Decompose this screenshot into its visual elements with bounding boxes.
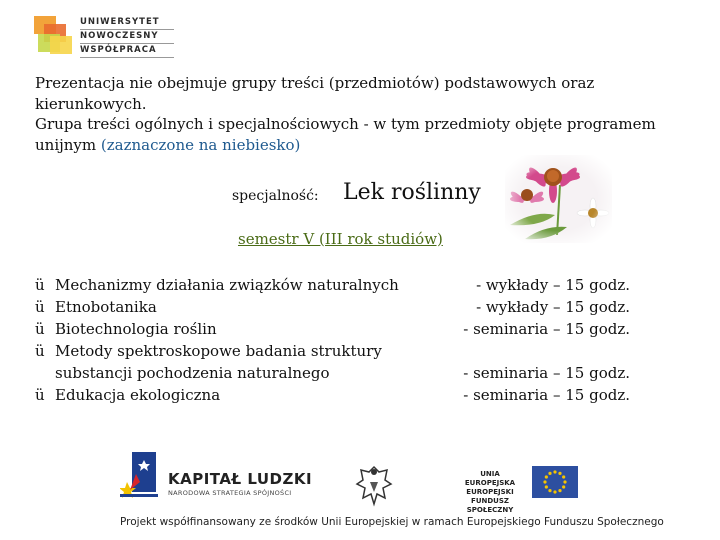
intro-highlight: (zaznaczone na niebiesko) <box>100 135 301 154</box>
echinacea-flower-image <box>505 155 612 243</box>
funding-footer-text: Projekt współfinansowany ze środków Unii Europejskiej w ramach Europejskiego Funduszu Społecznego <box>120 516 664 528</box>
logo-squares-icon <box>32 16 76 56</box>
course-name-continuation: substancji pochodzenia naturalnego <box>55 364 330 382</box>
kapital-ludzki-title: KAPITAŁ LUDZKI <box>168 470 313 488</box>
course-hours-item: - seminaria – 15 godz. <box>463 320 630 338</box>
eu-star-icon <box>543 480 546 483</box>
eu-star-icon <box>562 485 565 488</box>
ue-line-2: EUROPEJSKI <box>466 488 514 496</box>
intro-line-1: Prezentacja nie obejmuje grupy treści (przedmiotów) podstawowych oraz kierunkowych. <box>35 74 595 113</box>
semester-heading: semestr V (III rok studiów) <box>238 230 443 248</box>
eu-star-icon <box>548 489 551 492</box>
check-icon: ü <box>35 320 45 338</box>
check-icon: ü <box>35 276 45 294</box>
logo-line-2: NOWOCZESNY <box>80 30 174 44</box>
university-logo <box>28 14 174 58</box>
eu-star-icon <box>562 475 565 478</box>
logo-line-3: WSPÓŁPRACA <box>80 44 174 58</box>
eu-star-icon <box>545 485 548 488</box>
eu-star-icon <box>563 480 566 483</box>
list-item <box>35 340 435 362</box>
european-funds-logo-icon <box>120 452 160 510</box>
eu-flag-icon <box>532 466 578 506</box>
ue-line-3: FUNDUSZ SPOŁECZNY <box>466 497 514 514</box>
eu-star-icon <box>548 472 551 475</box>
course-hours-item: - seminaria – 15 godz. <box>463 364 630 382</box>
eu-star-icon <box>558 489 561 492</box>
eu-star-icon <box>553 490 556 493</box>
polish-eagle-emblem-icon <box>355 464 393 508</box>
intro-line-2: Grupa treści ogólnych i specjalnościowych - w tym przedmioty objęte programem unijnym (zaznaczone na niebiesko) <box>35 115 656 154</box>
course-name: Metody spektroskopowe badania struktury <box>55 342 382 360</box>
specialty-label: specjalność: <box>232 188 319 204</box>
specialty-name: Lek roślinny <box>343 180 481 205</box>
list-item <box>35 384 435 406</box>
kapital-ludzki-subtitle: NARODOWA STRATEGIA SPÓJNOŚCI <box>168 489 292 497</box>
logo-line-1: UNIWERSYTET <box>80 16 174 30</box>
list-item <box>35 318 435 340</box>
course-name: Mechanizmy działania związków naturalnych <box>55 276 399 294</box>
eu-star-icon <box>558 472 561 475</box>
intro-text <box>35 73 695 155</box>
check-icon: ü <box>35 342 45 360</box>
course-list <box>35 274 435 406</box>
course-hours-item: - seminaria – 15 godz. <box>463 386 630 404</box>
course-hours-item: - wykłady – 15 godz. <box>476 298 630 316</box>
list-item <box>35 296 435 318</box>
course-hours-item: - wykłady – 15 godz. <box>476 276 630 294</box>
course-name: Edukacja ekologiczna <box>55 386 221 404</box>
course-name: Etnobotanika <box>55 298 157 316</box>
list-item <box>35 274 435 296</box>
check-icon: ü <box>35 386 45 404</box>
ue-line-1: UNIA EUROPEJSKA <box>464 470 516 487</box>
eu-social-fund-text <box>454 470 526 515</box>
eu-star-icon <box>545 475 548 478</box>
check-icon: ü <box>35 298 45 316</box>
course-hours <box>440 274 630 406</box>
course-name: Biotechnologia roślin <box>55 320 217 338</box>
eu-star-icon <box>553 470 556 473</box>
